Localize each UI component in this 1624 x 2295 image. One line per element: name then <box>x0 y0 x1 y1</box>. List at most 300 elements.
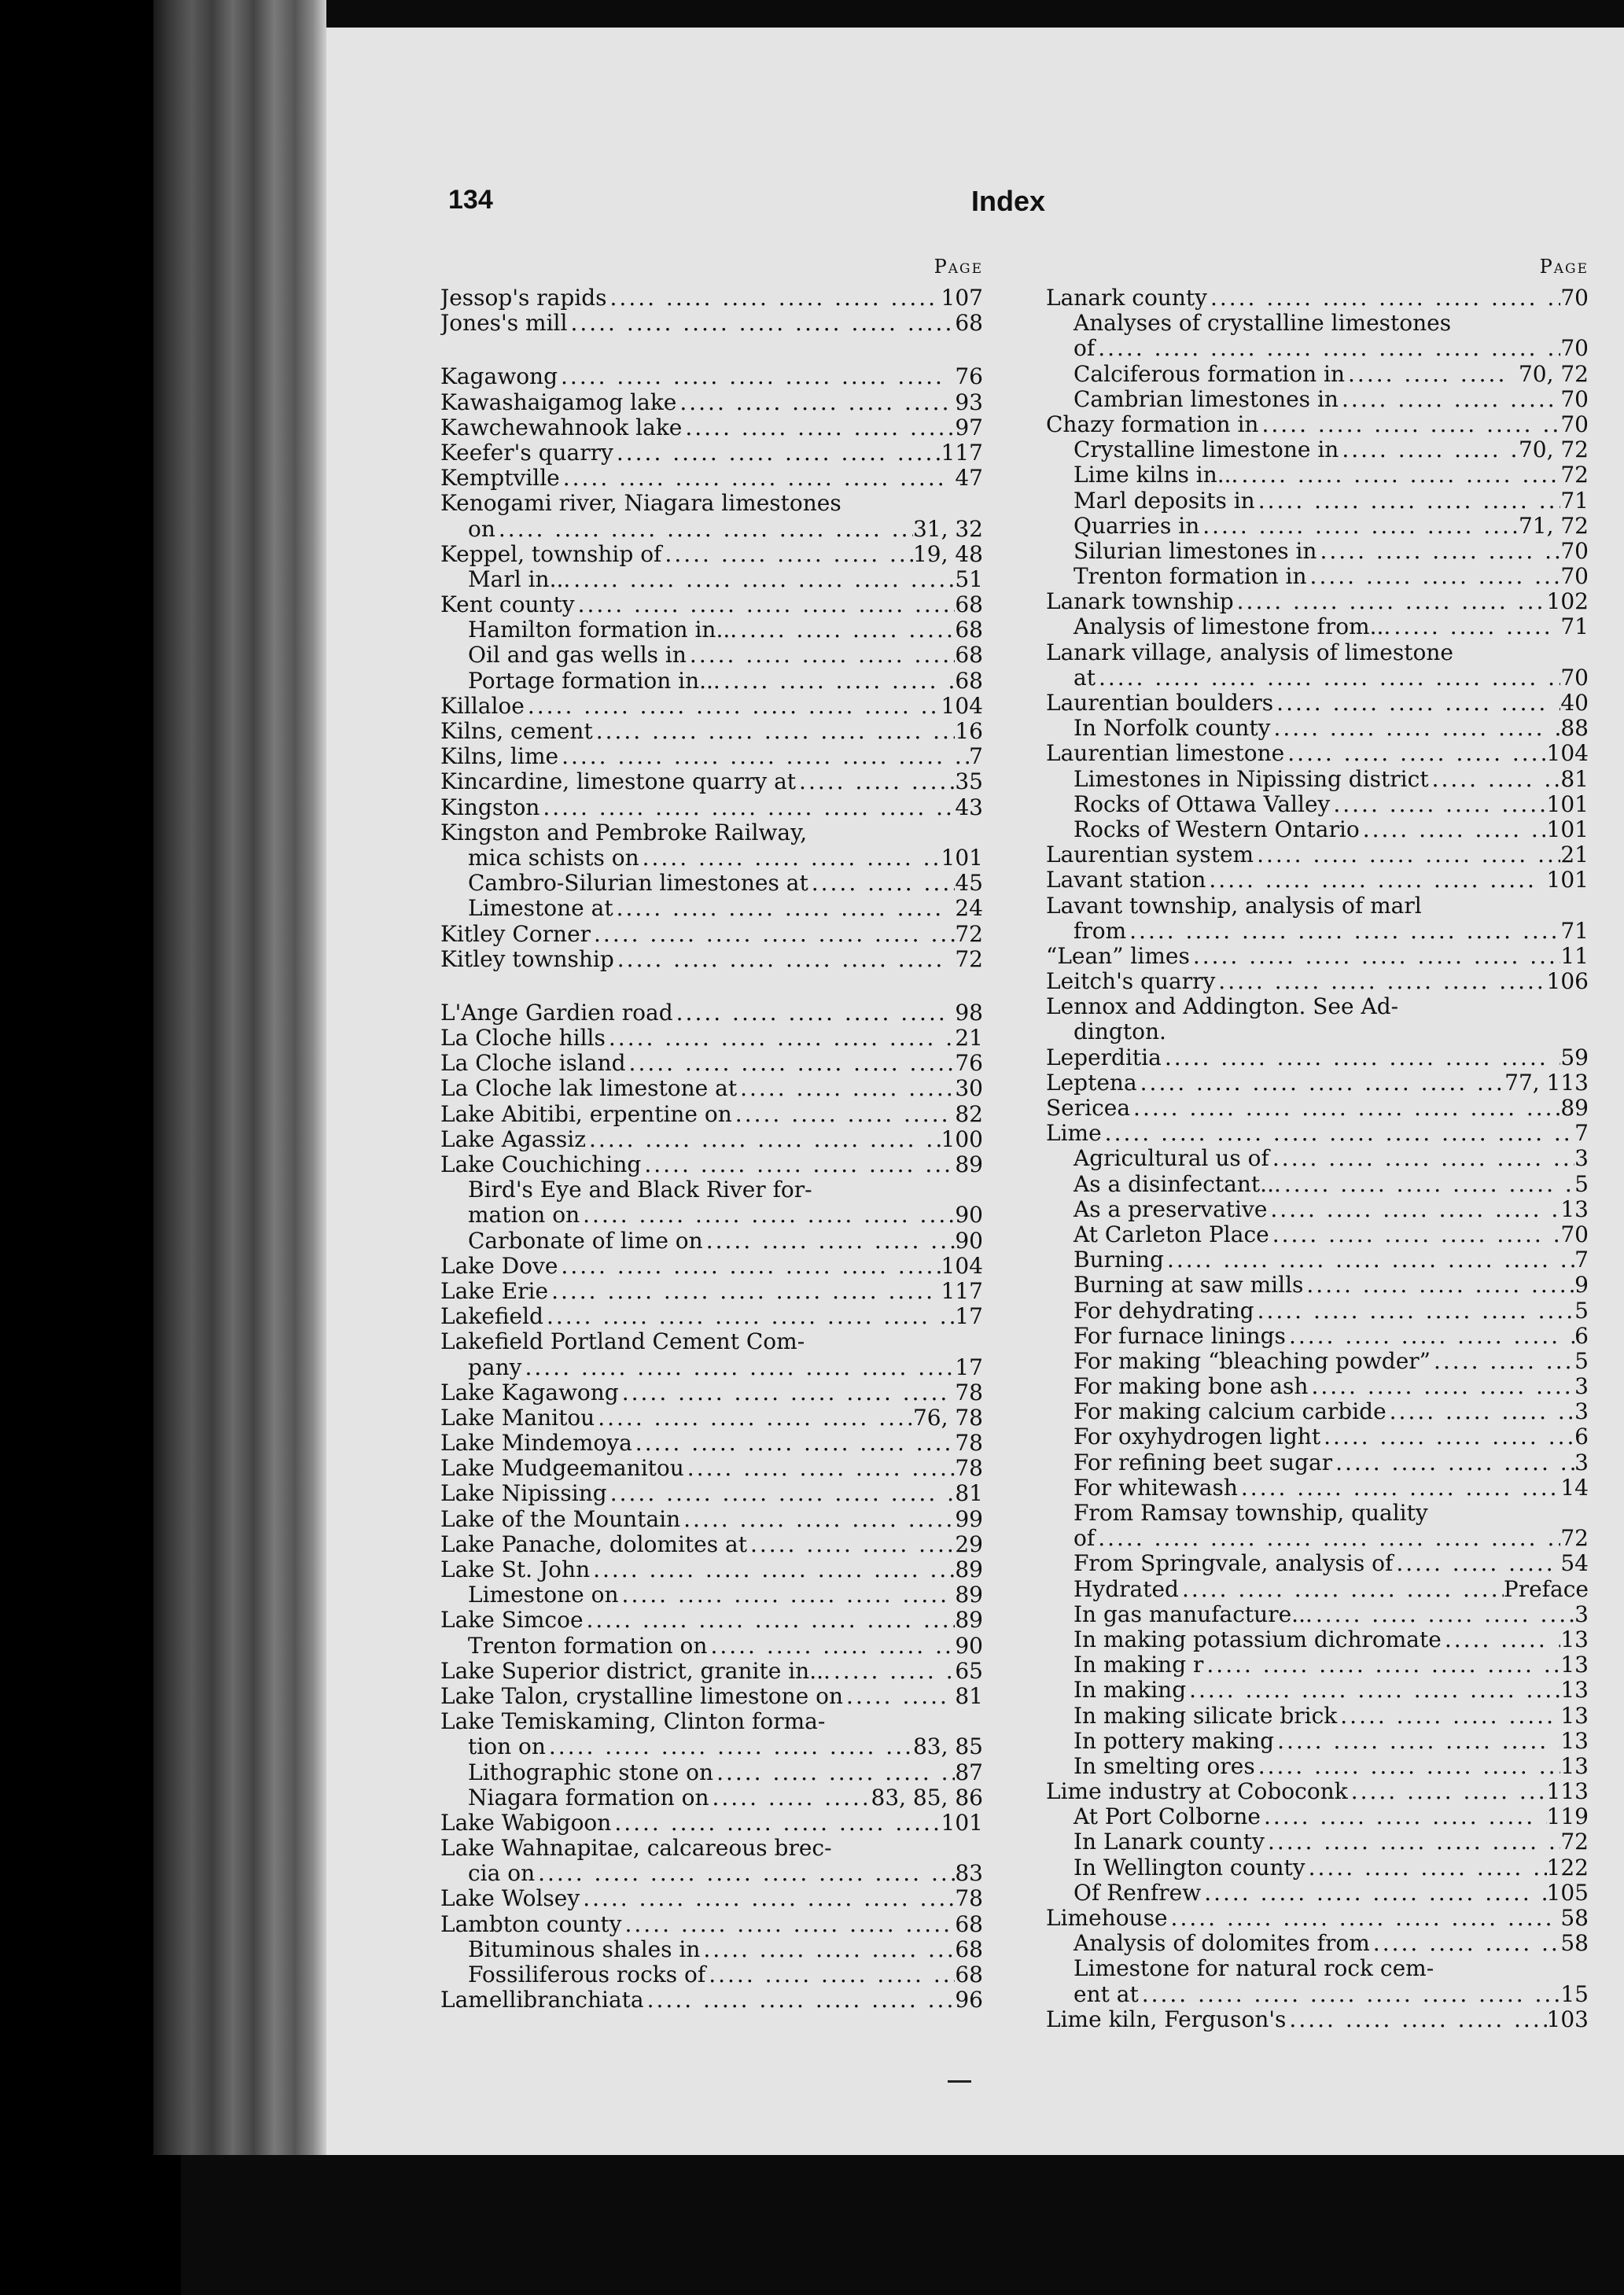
entry-label: Kilns, cement <box>440 719 593 744</box>
dot-leader <box>539 795 955 820</box>
entry-page-ref: 104 <box>1546 741 1589 767</box>
entry-page-ref: 76, 78 <box>912 1405 983 1431</box>
entry-page-ref: 70 <box>1560 1221 1589 1247</box>
index-entry <box>1046 539 1589 564</box>
dot-leader <box>703 1229 956 1254</box>
entry-page-ref: 17 <box>955 1354 983 1380</box>
entry-label: Kenogami river, Niagara limestones <box>440 491 841 517</box>
index-entry <box>1046 1652 1589 1678</box>
dot-leader <box>1270 716 1560 741</box>
dot-leader <box>682 415 955 440</box>
entry-page-ref: 13 <box>1560 1678 1589 1704</box>
right-column-head: Page <box>1539 256 1589 278</box>
index-entry <box>440 542 983 567</box>
dot-leader <box>626 1051 956 1076</box>
index-entry <box>1046 893 1589 919</box>
entry-label: As a disinfectant... <box>1073 1171 1281 1197</box>
entry-page-ref: 14 <box>1560 1475 1589 1501</box>
entry-label: Agricultural us of <box>1073 1146 1269 1172</box>
entry-page-ref: 13 <box>1560 1753 1589 1779</box>
index-entry <box>1046 1551 1589 1576</box>
entry-page-ref: 117 <box>941 440 983 466</box>
entry-page-ref: 6 <box>1574 1323 1589 1349</box>
dot-leader <box>1255 1754 1561 1779</box>
entry-page-ref: 70 <box>1560 386 1589 412</box>
entry-page-ref: 68 <box>955 1936 983 1962</box>
entry-label: Analysis of limestone from... <box>1073 614 1391 640</box>
entry-label: Lanark township <box>1046 589 1234 615</box>
index-entry <box>1046 1931 1589 1956</box>
entry-label: Keppel, township of <box>440 541 662 567</box>
entry-label: mation on <box>468 1203 580 1229</box>
dot-leader <box>619 1582 956 1608</box>
entry-page-ref: 70 <box>1560 564 1589 590</box>
index-entry <box>440 922 983 947</box>
index-entry <box>440 871 983 896</box>
index-entry <box>1046 1374 1589 1399</box>
dot-leader <box>1393 1551 1560 1576</box>
index-entry <box>440 1304 983 1329</box>
entry-page-ref: 3 <box>1574 1374 1589 1400</box>
entry-page-ref: 83, 85 <box>912 1734 983 1760</box>
index-entry <box>440 1811 983 1836</box>
entry-label: Lennox and Addington. See Ad- <box>1046 994 1399 1020</box>
index-entry <box>440 1507 983 1532</box>
entry-page-ref: 30 <box>955 1076 983 1102</box>
dot-leader <box>632 1431 956 1456</box>
dot-leader <box>1429 767 1561 792</box>
index-entry <box>440 1481 983 1506</box>
dot-leader <box>607 285 941 311</box>
entry-label: Lithographic stone on <box>468 1759 714 1785</box>
entry-label: Kingston and Pembroke Railway, <box>440 820 808 845</box>
entry-page-ref: 68 <box>955 1962 983 1987</box>
entry-label: tion on <box>468 1734 546 1760</box>
index-entry <box>1046 1222 1589 1247</box>
index-entry <box>1046 1526 1589 1551</box>
index-entry <box>440 440 983 466</box>
index-entry <box>1046 1424 1589 1450</box>
dot-leader <box>495 517 913 542</box>
entry-page-ref: 100 <box>941 1126 983 1152</box>
entry-label: cia on <box>468 1861 536 1887</box>
entry-page-ref: 78 <box>955 1456 983 1482</box>
index-entry <box>1046 1906 1589 1931</box>
entry-page-ref: 70 <box>1560 538 1589 564</box>
entry-page-ref: 58 <box>1560 1906 1589 1931</box>
dot-leader <box>580 1886 955 1911</box>
index-entry <box>1046 969 1589 994</box>
index-entry <box>1046 2007 1589 2032</box>
dot-leader <box>644 1987 956 2013</box>
index-entry <box>440 1229 983 1254</box>
index-entry <box>440 1608 983 1633</box>
dot-leader <box>1207 285 1560 311</box>
entry-page-ref: 106 <box>1546 969 1589 995</box>
index-entry <box>440 1203 983 1228</box>
index-entry <box>440 1000 983 1026</box>
index-entry <box>1046 741 1589 766</box>
entry-label: Burning at saw mills <box>1073 1273 1304 1299</box>
entry-label: Kawchewahnook lake <box>440 414 683 440</box>
entry-label: Lake Manitou <box>440 1405 595 1431</box>
dot-leader <box>1431 1349 1574 1374</box>
entry-label: Keefer's quarry <box>440 440 613 466</box>
entry-label: mica schists on <box>468 845 639 871</box>
index-entry <box>440 1684 983 1709</box>
entry-label: Marl in... <box>468 566 571 592</box>
dot-leader <box>830 1659 955 1684</box>
index-entry <box>440 1987 983 2013</box>
entry-label: For making “bleaching powder” <box>1073 1348 1431 1374</box>
entry-page-ref: 72 <box>1560 462 1589 488</box>
index-entry <box>440 694 983 719</box>
entry-label: From Springvale, analysis of <box>1073 1551 1394 1577</box>
dot-leader <box>586 1127 941 1152</box>
entry-page-ref: 81 <box>955 1683 983 1709</box>
entry-label: Lake of the Mountain <box>440 1506 681 1532</box>
entry-label: Kemptville <box>440 466 560 492</box>
index-entry <box>1046 944 1589 969</box>
index-entry <box>1046 1729 1589 1754</box>
entry-label: Lavant township, analysis of marl <box>1046 893 1422 919</box>
entry-label: For oxyhydrogen light <box>1073 1424 1321 1450</box>
index-entry <box>1046 1501 1589 1526</box>
entry-label: In making potassium dichromate <box>1073 1626 1442 1652</box>
entry-page-ref: 21 <box>1560 842 1589 868</box>
entry-page-ref: 3 <box>1574 1399 1589 1425</box>
dot-leader <box>1286 2007 1546 2032</box>
entry-page-ref: 68 <box>955 617 983 643</box>
index-entry <box>440 567 983 592</box>
entry-page-ref: 15 <box>1560 1981 1589 2007</box>
entry-label: For making bone ash <box>1073 1374 1309 1400</box>
entry-page-ref: 96 <box>955 1987 983 2013</box>
dot-leader <box>707 1634 955 1659</box>
entry-label: Analyses of crystalline limestones <box>1073 311 1452 337</box>
index-entry <box>1046 362 1589 387</box>
entry-label: Niagara formation on <box>468 1785 709 1811</box>
entry-page-ref: 71 <box>1560 614 1589 640</box>
entry-label: Of Renfrew <box>1073 1880 1202 1906</box>
entry-page-ref: 83 <box>955 1861 983 1887</box>
dot-leader <box>639 845 941 871</box>
entry-page-ref: 82 <box>955 1101 983 1127</box>
dot-leader <box>1137 1070 1504 1096</box>
entry-label: In Wellington county <box>1073 1855 1305 1881</box>
entry-label: Lake Superior district, granite in... <box>440 1658 830 1684</box>
entry-page-ref: 70, 72 <box>1518 361 1589 387</box>
entry-label: Kilns, lime <box>440 744 559 770</box>
dot-leader <box>613 440 941 466</box>
entry-page-ref: 101 <box>1546 868 1589 893</box>
dot-leader <box>1186 1678 1560 1703</box>
entry-label: Lime kilns in... <box>1073 462 1239 488</box>
dot-leader <box>1203 1652 1560 1678</box>
dot-leader <box>1442 1627 1561 1652</box>
entry-label: Cambro-Silurian limestones at <box>468 871 808 897</box>
entry-page-ref: 70 <box>1560 336 1589 362</box>
entry-label: Lake Wahnapitae, calcareous brec- <box>440 1836 832 1862</box>
dot-leader <box>621 1912 955 1937</box>
dot-leader <box>1254 842 1560 868</box>
index-entry <box>1046 1070 1589 1096</box>
dot-leader <box>1130 1096 1560 1121</box>
index-entry <box>440 1076 983 1101</box>
index-entry <box>1046 1855 1589 1881</box>
dot-leader <box>720 669 956 694</box>
entry-label: Lake St. John <box>440 1557 591 1582</box>
index-entry <box>1046 1324 1589 1349</box>
right-column <box>1046 256 1589 2032</box>
dot-leader <box>1339 387 1560 412</box>
dot-leader <box>1390 614 1560 639</box>
page-header <box>326 185 1624 232</box>
entry-label: Sericea <box>1046 1096 1131 1121</box>
index-entry <box>1046 1829 1589 1855</box>
entry-page-ref: 103 <box>1546 2006 1589 2032</box>
dot-leader <box>1265 1829 1560 1855</box>
entry-page-ref: 72 <box>955 946 983 972</box>
index-entry <box>440 719 983 744</box>
entry-label: From Ramsay township, quality <box>1073 1501 1428 1526</box>
entry-label: Lake Mindemoya <box>440 1431 632 1457</box>
index-entry <box>440 744 983 769</box>
dot-leader <box>1238 462 1560 488</box>
entry-page-ref: 97 <box>955 414 983 440</box>
entry-label: Limestone on <box>468 1582 619 1608</box>
entry-page-ref: 99 <box>955 1506 983 1532</box>
dot-leader <box>1096 665 1560 691</box>
index-entry <box>440 617 983 643</box>
entry-label: As a preservative <box>1073 1196 1268 1222</box>
entry-page-ref: 13 <box>1560 1703 1589 1729</box>
dot-leader <box>1337 1704 1560 1729</box>
entry-page-ref: 76 <box>955 1051 983 1077</box>
entry-label: Lake Talon, crystalline limestone on <box>440 1683 844 1709</box>
entry-page-ref: 71, 72 <box>1518 513 1589 539</box>
index-entry <box>440 311 983 336</box>
entry-label: Lake Kagawong <box>440 1380 619 1405</box>
index-entry <box>440 364 983 389</box>
entry-label: Portage formation in... <box>468 668 720 694</box>
entry-label: For making calcium carbide <box>1073 1399 1386 1425</box>
dot-leader <box>535 1861 955 1886</box>
entry-label: “Lean” limes <box>1046 943 1190 969</box>
page-end-mark <box>948 2080 971 2083</box>
entry-page-ref: 31, 32 <box>912 516 983 542</box>
entry-page-ref: 7 <box>969 744 983 770</box>
entry-label: Jessop's rapids <box>440 285 607 311</box>
index-entry <box>440 1861 983 1886</box>
entry-label: Kitley township <box>440 946 614 972</box>
entry-label: at <box>1073 665 1096 691</box>
entry-page-ref: 68 <box>955 1911 983 1937</box>
entry-page-ref: 117 <box>941 1278 983 1304</box>
entry-page-ref: 122 <box>1546 1855 1589 1881</box>
entry-label: In pottery making <box>1073 1728 1275 1754</box>
dot-leader <box>673 1000 956 1026</box>
entry-label: Kagawong <box>440 364 558 390</box>
index-entry <box>440 845 983 871</box>
entry-label: Oil and gas wells in <box>468 643 687 669</box>
entry-page-ref: 13 <box>1560 1728 1589 1754</box>
entry-label: Burning <box>1073 1247 1164 1273</box>
dot-leader <box>1201 1881 1546 1906</box>
dot-leader <box>1286 1324 1574 1349</box>
dot-leader <box>558 364 955 389</box>
entry-label: Laurentian system <box>1046 842 1254 868</box>
index-entry <box>1046 1754 1589 1779</box>
dot-leader <box>1102 1121 1575 1146</box>
entry-page-ref: 3 <box>1574 1601 1589 1627</box>
dot-leader <box>570 567 955 592</box>
index-entry <box>440 1659 983 1684</box>
entry-label: Lambton county <box>440 1911 622 1937</box>
entry-label: Lime kiln, Ferguson's <box>1046 2006 1287 2032</box>
dot-leader <box>614 947 956 972</box>
entry-label: Lake Wolsey <box>440 1886 580 1912</box>
index-entry <box>1046 1627 1589 1652</box>
index-entry <box>1046 1678 1589 1703</box>
entry-label: La Cloche hills <box>440 1026 606 1052</box>
entry-page-ref: 93 <box>955 389 983 415</box>
entry-page-ref: 5 <box>1574 1348 1589 1374</box>
entry-page-ref: 7 <box>1574 1121 1589 1147</box>
index-entry <box>1046 1172 1589 1197</box>
index-entry <box>1046 1121 1589 1146</box>
dot-leader <box>591 922 955 947</box>
index-entry <box>1046 1804 1589 1829</box>
dot-leader <box>1274 1729 1560 1754</box>
entry-label: For dehydrating <box>1073 1298 1254 1324</box>
entry-label: Lanark county <box>1046 285 1207 311</box>
entry-page-ref: 119 <box>1546 1804 1589 1830</box>
entry-page-ref: 98 <box>955 1000 983 1026</box>
index-entry <box>440 1760 983 1785</box>
dot-leader <box>1339 437 1519 462</box>
dot-leader <box>661 542 913 567</box>
dot-leader <box>607 1481 956 1506</box>
entry-page-ref: 6 <box>1574 1424 1589 1450</box>
dot-leader <box>590 1557 955 1582</box>
index-entry <box>440 1405 983 1431</box>
entry-label: At Carleton Place <box>1073 1221 1269 1247</box>
dot-leader <box>1168 1906 1561 1931</box>
dot-leader <box>1386 1399 1575 1424</box>
entry-page-ref: 78 <box>955 1431 983 1457</box>
index-entry <box>1046 1779 1589 1804</box>
entry-label: Laurentian boulders <box>1046 691 1274 716</box>
entry-page-ref: 70, 72 <box>1518 437 1589 463</box>
dot-leader <box>843 1684 955 1709</box>
dot-leader <box>580 1203 955 1228</box>
dot-leader <box>560 466 956 491</box>
entry-page-ref: 68 <box>955 668 983 694</box>
entry-label: ent at <box>1073 1981 1139 2007</box>
dot-leader <box>1095 1526 1560 1551</box>
dot-leader <box>1139 1982 1561 2007</box>
entry-label: Lanark village, analysis of limestone <box>1046 639 1453 665</box>
dot-leader <box>613 896 956 921</box>
entry-page-ref: 88 <box>1560 716 1589 742</box>
entry-page-ref: 68 <box>955 592 983 618</box>
entry-page-ref: 16 <box>955 719 983 744</box>
entry-page-ref: 13 <box>1560 1196 1589 1222</box>
entry-page-ref: 101 <box>1546 816 1589 842</box>
dot-leader <box>705 1962 955 1987</box>
left-entry-list <box>440 285 983 2013</box>
dot-leader <box>567 311 955 336</box>
entry-page-ref: 71 <box>1560 918 1589 944</box>
entry-label: Cambrian limestones in <box>1073 386 1339 412</box>
dot-leader <box>1284 741 1546 766</box>
index-entry <box>1046 1982 1589 2007</box>
dot-leader <box>732 1102 956 1127</box>
entry-label: Limestone at <box>468 896 613 922</box>
index-entry <box>1046 1299 1589 1324</box>
entry-page-ref: 101 <box>941 1810 983 1836</box>
index-entry <box>440 1785 983 1811</box>
index-entry <box>1046 488 1589 514</box>
entry-page-ref: 70 <box>1560 665 1589 691</box>
index-entry <box>1046 1602 1589 1627</box>
entry-label: Hydrated <box>1073 1576 1179 1602</box>
dot-leader <box>1267 1197 1560 1222</box>
index-entry <box>1046 716 1589 741</box>
entry-page-ref: 68 <box>955 311 983 337</box>
entry-label: La Cloche island <box>440 1051 626 1077</box>
dot-leader <box>584 1608 956 1633</box>
index-entry <box>440 1962 983 1987</box>
index-entry <box>1046 640 1589 665</box>
dot-leader <box>521 1355 955 1380</box>
dot-leader <box>1305 1855 1547 1881</box>
index-entry <box>440 795 983 820</box>
index-entry <box>1046 1475 1589 1501</box>
entry-page-ref: 90 <box>955 1228 983 1254</box>
entry-page-ref: 102 <box>1546 589 1589 615</box>
index-entry <box>440 1532 983 1557</box>
dot-leader <box>1234 589 1547 614</box>
entry-label: Lake Mudgeemanitou <box>440 1456 684 1482</box>
entry-label: Bituminous shales in <box>468 1936 701 1962</box>
dot-leader <box>687 643 955 668</box>
dot-leader <box>611 1811 941 1836</box>
entry-label: on <box>468 516 495 542</box>
entry-label: Kingston <box>440 794 540 820</box>
index-entry <box>1046 1247 1589 1273</box>
entry-label: Kincardine, limestone quarry at <box>440 769 797 795</box>
entry-page-ref: 83, 85, 86 <box>871 1785 983 1811</box>
right-entry-list <box>1046 285 1589 2032</box>
index-entry <box>440 1279 983 1304</box>
dot-leader <box>1261 1804 1547 1829</box>
entry-page-ref: 101 <box>941 845 983 871</box>
entry-page-ref: 5 <box>1574 1171 1589 1197</box>
entry-label: Lakefield Portland Cement Com- <box>440 1329 805 1355</box>
index-entry <box>1046 1956 1589 1981</box>
index-entry <box>1046 665 1589 691</box>
dot-leader <box>1273 691 1560 716</box>
index-entry <box>1046 1197 1589 1222</box>
entry-label: In smelting ores <box>1073 1753 1255 1779</box>
entry-page-ref: 105 <box>1546 1880 1589 1906</box>
index-entry <box>1046 691 1589 716</box>
entry-label: Killaloe <box>440 693 525 719</box>
index-entry <box>440 466 983 491</box>
entry-page-ref: 72 <box>1560 1829 1589 1855</box>
